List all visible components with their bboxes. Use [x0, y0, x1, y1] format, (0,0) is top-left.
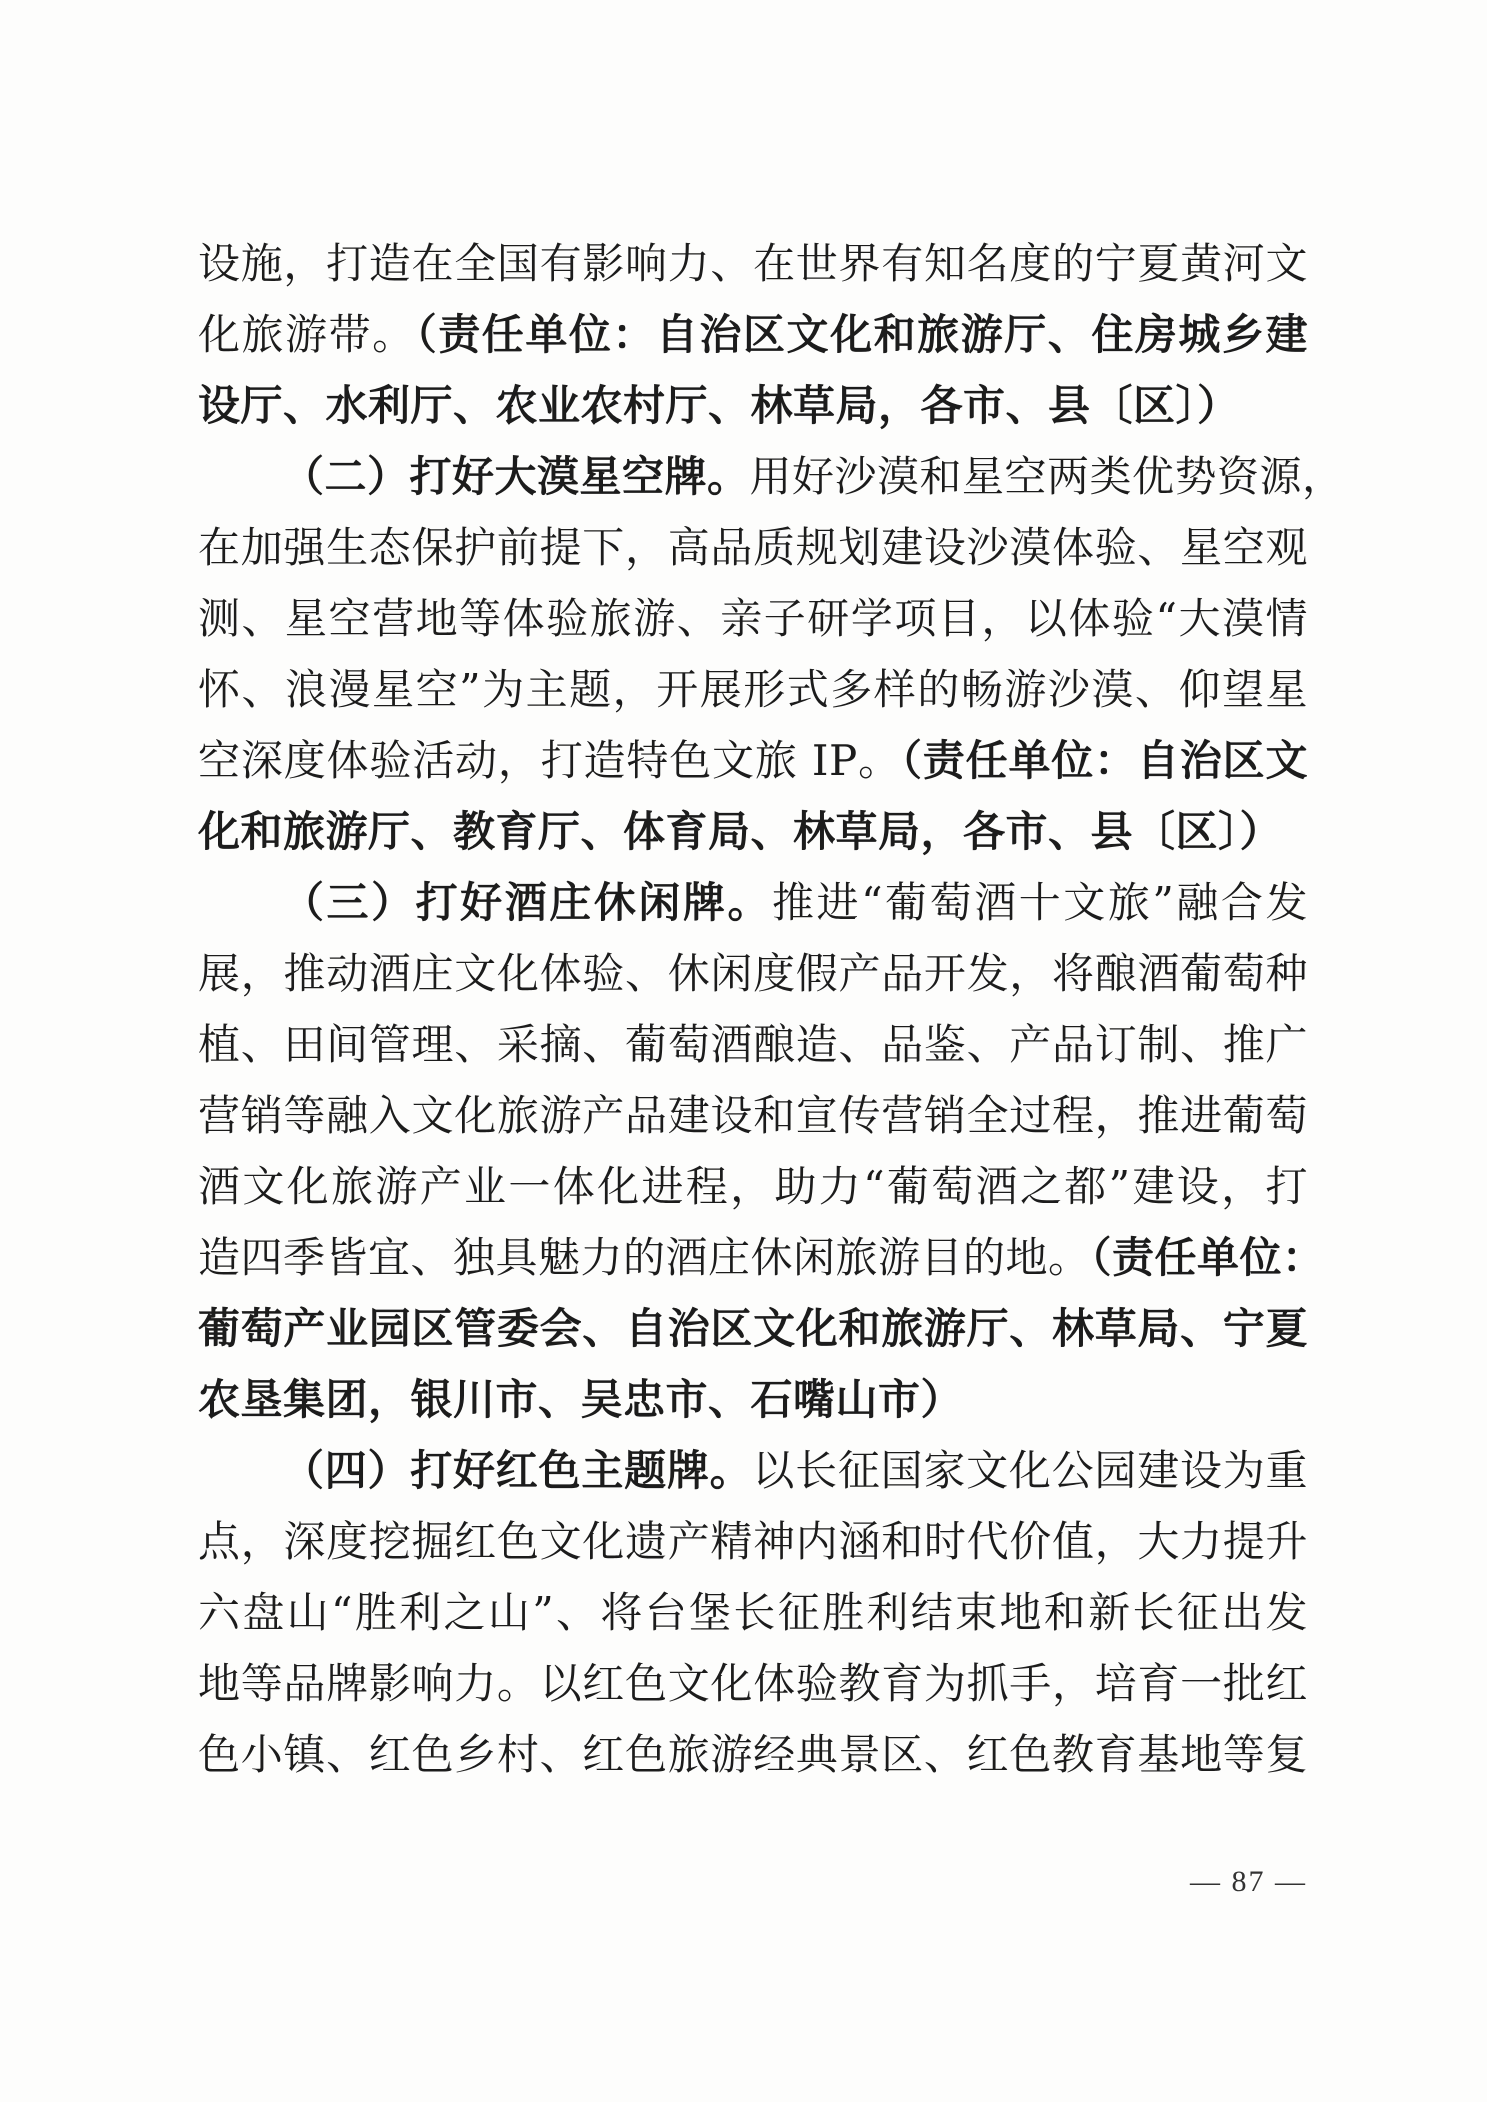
text-segment: 怀、浪漫星空”为主题，开展形式多样的畅游沙漠、仰望星 [198, 665, 1308, 714]
text-line [198, 1080, 1308, 1151]
text-line [198, 796, 1308, 867]
text-line [198, 1719, 1308, 1790]
text-line [198, 1506, 1308, 1577]
bold-text-segment: 设厅、水利厅、农业农村厅、林草局，各市、县〔区〕） [198, 381, 1240, 430]
text-line [198, 228, 1308, 299]
text-line [198, 938, 1308, 1009]
text-segment: 展，推动酒庄文化体验、休闲度假产品开发，将酿酒葡萄种 [198, 949, 1308, 998]
bold-text-segment: （二）打好大漠星空牌。 [282, 452, 750, 501]
text-segment: 测、星空营地等体验旅游、亲子研学项目，以体验“大漠情 [198, 594, 1308, 643]
text-line [198, 441, 1345, 512]
text-segment: 以长征国家文化公园建设为重 [752, 1446, 1308, 1495]
bold-text-segment: 葡萄产业园区管委会、自治区文化和旅游厅、林草局、宁夏 [198, 1304, 1308, 1353]
text-segment: 植、田间管理、采摘、葡萄酒酿造、品鉴、产品订制、推广 [198, 1020, 1308, 1069]
text-line [198, 1222, 1325, 1293]
page-number: — 87 — [1190, 1865, 1307, 1898]
text-line [198, 1435, 1308, 1506]
text-line [198, 1293, 1308, 1364]
text-line [198, 299, 1308, 370]
text-segment: 地等品牌影响力。以红色文化体验教育为抓手，培育一批红 [198, 1659, 1308, 1708]
text-line [198, 1151, 1308, 1222]
text-segment: 用好沙漠和星空两类优势资源， [749, 452, 1345, 501]
text-segment: 在加强生态保护前提下，高品质规划建设沙漠体验、星空观 [198, 523, 1308, 572]
text-line [198, 654, 1308, 725]
text-segment: 营销等融入文化旅游产品建设和宣传营销全过程，推进葡萄 [198, 1091, 1308, 1140]
text-segment: 空深度体验活动，打造特色文旅 IP。 [198, 736, 901, 785]
text-segment: 推进“葡萄酒十文旅”融合发 [772, 878, 1308, 927]
bold-text-segment: （责任单位：自治区文 [900, 736, 1308, 785]
bold-text-segment: 化和旅游厅、教育厅、体育局、林草局，各市、县〔区〕） [198, 807, 1283, 856]
text-segment: 造四季皆宜、独具魅力的酒庄休闲旅游目的地。 [198, 1233, 1091, 1282]
text-segment: 化旅游带。 [198, 310, 416, 359]
text-segment: 设施，打造在全国有影响力、在世界有知名度的宁夏黄河文 [198, 239, 1308, 288]
text-line [198, 725, 1308, 796]
bold-text-segment: （责任单位： [1090, 1233, 1325, 1282]
text-line [198, 1577, 1308, 1648]
text-segment: 六盘山“胜利之山”、将台堡长征胜利结束地和新长征出发 [198, 1588, 1308, 1637]
text-line [198, 583, 1308, 654]
body-text [198, 228, 1345, 1790]
text-line [198, 1364, 1308, 1435]
text-segment: 酒文化旅游产业一体化进程，助力“葡萄酒之都”建设，打 [198, 1162, 1308, 1211]
bold-text-segment: （三）打好酒庄休闲牌。 [282, 878, 772, 927]
text-line [198, 370, 1308, 441]
text-line [198, 1648, 1308, 1719]
text-line [198, 512, 1308, 583]
text-segment: 点，深度挖掘红色文化遗产精神内涵和时代价值，大力提升 [198, 1517, 1308, 1566]
text-segment: 色小镇、红色乡村、红色旅游经典景区、红色教育基地等复 [198, 1730, 1308, 1779]
text-line [198, 867, 1308, 938]
bold-text-segment: 农垦集团，银川市、吴忠市、石嘴山市） [198, 1375, 964, 1424]
text-line [198, 1009, 1308, 1080]
bold-text-segment: （四）打好红色主题牌。 [282, 1446, 753, 1495]
bold-text-segment: （责任单位：自治区文化和旅游厅、住房城乡建 [415, 310, 1308, 359]
